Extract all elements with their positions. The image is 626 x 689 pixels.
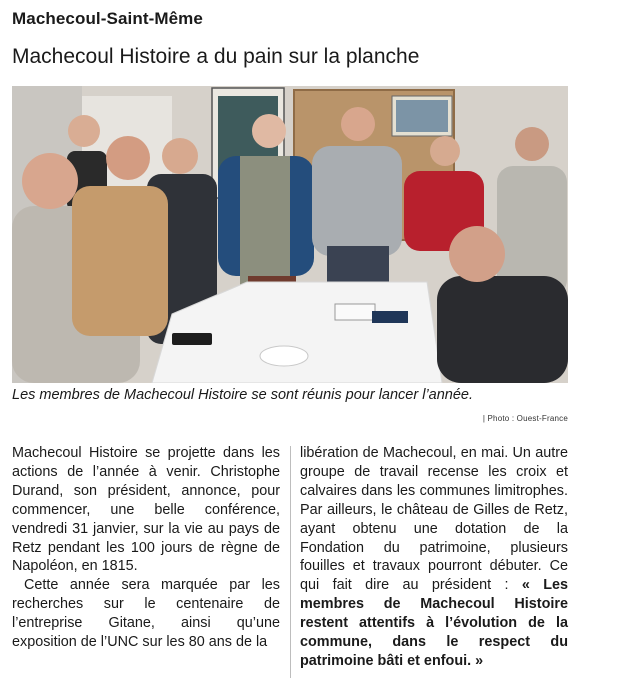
article-column-right [300, 444, 568, 671]
article-column-left [12, 444, 280, 652]
paragraph-3-text: libération de Machecoul, en mai. Un autre groupe de travail recense les croix et calvaires dans les communes limitrophes. Par ailleurs, le château de Gilles de Retz, ayant obtenu une dotation de la Fondation du patrimoine, plusieurs fouilles et travaux pourront débuter. Ce qui fait dire au président : [300, 445, 568, 594]
paragraph-3 [300, 444, 568, 671]
group-photo-illustration [12, 86, 568, 383]
article-photo [12, 86, 568, 383]
pinned-picture-image [396, 100, 448, 132]
column-divider [290, 446, 291, 678]
article-headline: Machecoul Histoire a du pain sur la planche [12, 45, 420, 68]
photo-credit: | Photo : Ouest-France [482, 414, 568, 423]
table-notebook [372, 311, 408, 323]
table-papers [335, 304, 375, 320]
photo-caption: Les membres de Machecoul Histoire se sont réunis pour lancer l’année. [12, 387, 474, 403]
paragraph-2: Cette année sera marquée par les recherches sur le centenaire de l’entreprise Gitane, ainsi qu’une exposition de l’UNC sur les 80 ans de la [12, 577, 280, 651]
table-plate [260, 346, 308, 366]
president-quote: « Les membres de Machecoul Histoire restent attentifs à l’évolution de la commune, dans le respect du patrimoine bâti et enfoui. » [300, 577, 568, 669]
section-kicker: Machecoul-Saint-Même [12, 9, 203, 28]
paragraph-1: Machecoul Histoire se projette dans les actions de l’année à venir. Christophe Durand, son président, annonce, pour commencer, une belle conférence, vendredi 31 janvier, sur la vie au pays de Retz pendant les 100 jours de règne de Napoléon, en 1815. [12, 445, 280, 575]
table-phone [172, 333, 212, 345]
